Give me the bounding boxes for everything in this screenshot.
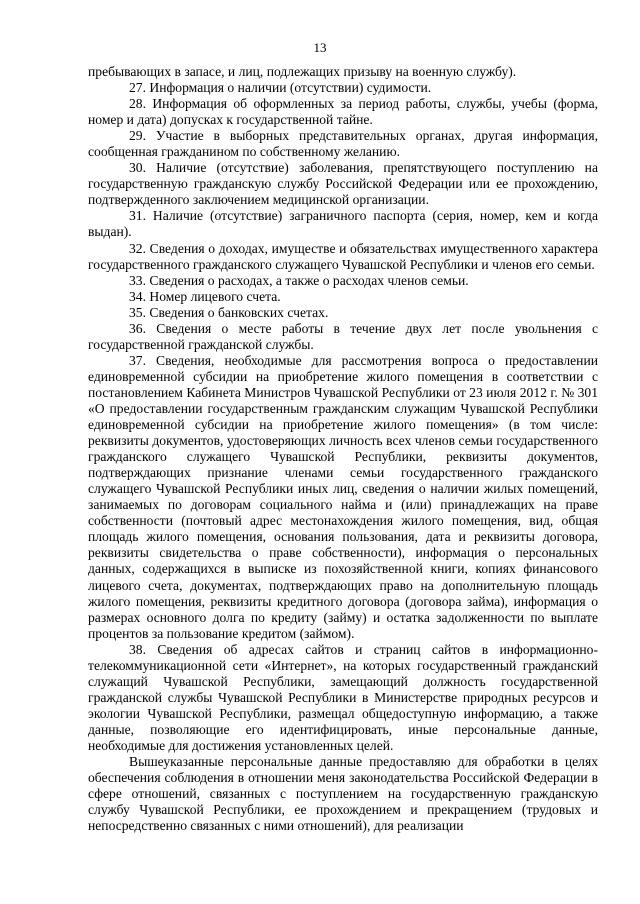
paragraph-item-37: 37. Сведения, необходимые для рассмотрения вопроса о предоставлении единовременной субсидии на приобретение жилого помещения в соответствии с постановлением Кабинета Министров Чувашской Республики от 23 июля 2012 г. № 301 «О предоставлении государственным гражданским служащим Чувашской Республики единовременной субсидии на приобретение жилого помещения» (в том числе: реквизиты документов, удостоверяющих личность всех членов семьи государственного гражданского служащего Чувашской Республики, реквизиты документов, подтверждающих признание членами семьи государственного гражданского служащего Чувашской Республики иных лиц, сведения о наличии жилых помещений, занимаемых по договорам социального найма и (или) принадлежащих на праве собственности (почтовый адрес местонахождения жилого помещения, вид, общая площадь жилого помещения, основания пользования, дата и реквизиты договора, реквизиты свидетельства о праве собственности), информация о персональных данных, содержащихся в выписке из похозяйственной книги, копиях финансового лицевого счета, документах, подтверждающих право на дополнительную площадь жилого помещения, реквизиты кредитного договора (договора займа), информация о размерах основного долга по кредиту (займу) и остатка задолженности по выплате процентов за пользование кредитом (займом).: [88, 352, 598, 641]
paragraph-item-38: 38. Сведения об адресах сайтов и страниц сайтов в информационно-телекоммуникационной сети «Интернет», на которых государственный гражданский служащий Чувашской Республики, замещающий должность государственной гражданской службы Чувашской Республики в Министерстве природных ресурсов и экологии Чувашской Республики, размещал общедоступную информацию, а также данные, позволяющие его идентифицировать, иные персональные данные, необходимые для достижения установленных целей.: [88, 641, 598, 753]
paragraph-item-35: 35. Сведения о банковских счетах.: [129, 304, 329, 320]
paragraph-item-30: 30. Наличие (отсутствие) заболевания, препятствующего поступлению на государственную гражданскую службу Российской Федерации или ее прохождению, подтвержденного заключением медицинской организации.: [88, 160, 598, 208]
document-body: [88, 64, 598, 834]
paragraph-item-27: 27. Информация о наличии (отсутствии) судимости.: [129, 80, 432, 96]
paragraph-item-32: 32. Сведения о доходах, имуществе и обязательствах имущественного характера государственного гражданского служащего Чувашской Республики и членов его семьи.: [88, 240, 598, 272]
paragraph-item-34: 34. Номер лицевого счета.: [129, 288, 281, 304]
paragraph-continuation: пребывающих в запасе, и лиц, подлежащих призыву на военную службу).: [88, 64, 517, 79]
paragraph-item-31: 31. Наличие (отсутствие) заграничного паспорта (серия, номер, кем и когда выдан).: [88, 208, 598, 240]
paragraph-item-29: 29. Участие в выборных представительных органах, другая информация, сообщенная гражданином по собственному желанию.: [88, 128, 598, 160]
paragraph-item-36: 36. Сведения о месте работы в течение двух лет после увольнения с государственной гражданской службы.: [88, 320, 598, 352]
paragraph-item-33: 33. Сведения о расходах, а также о расходах членов семьи.: [129, 272, 469, 288]
page-number: 13: [313, 40, 327, 55]
paragraph-item-28: 28. Информация об оформленных за период работы, службы, учебы (форма, номер и дата) допусках к государственной тайне.: [88, 96, 598, 128]
paragraph-closing: Вышеуказанные персональные данные предоставляю для обработки в целях обеспечения соблюдения в отношении меня законодательства Российской Федерации в сфере отношений, связанных с поступлением на государственную гражданскую службу Чувашской Республики, ее прохождением и прекращением (трудовых и непосредственно связанных с ними отношений), для реализации: [88, 754, 598, 834]
